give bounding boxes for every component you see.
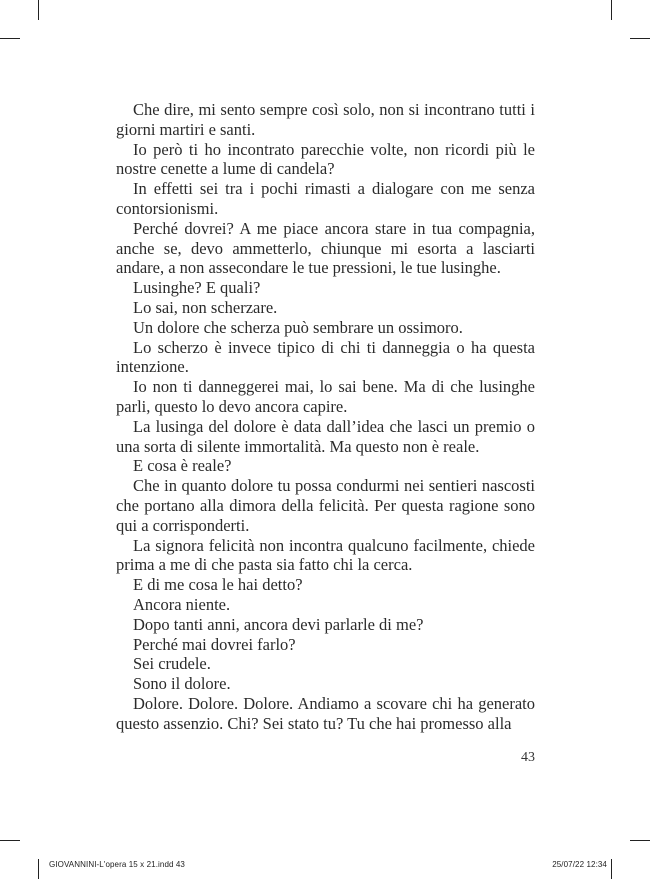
paragraph: Dolore. Dolore. Dolore. Andiamo a scovare chi ha generato questo assenzio. Chi? Sei stato tu? Tu che hai promesso alla — [116, 693, 535, 733]
paragraph: E di me cosa le hai detto? — [133, 575, 303, 595]
paragraph: Un dolore che scherza può sembrare un ossimoro. — [133, 317, 463, 337]
paragraph: Perché mai dovrei farlo? — [133, 634, 296, 654]
paragraph: Sono il dolore. — [133, 674, 231, 694]
paragraph: Sei crudele. — [133, 654, 211, 674]
crop-mark-top-left — [38, 0, 39, 20]
paragraph: Perché dovrei? A me piace ancora stare in tua compagnia, anche se, devo ammetterlo, chiunque mi esorta a lasciarti andare, a non assecondare le tue pressioni, le tue lusinghe. — [116, 218, 535, 278]
slug-filename: GIOVANNINI-L'opera 15 x 21.indd 43 — [49, 860, 185, 869]
paragraph: E cosa è reale? — [133, 456, 232, 476]
paragraph: Lo scherzo è invece tipico di chi ti danneggia o ha questa intenzione. — [116, 337, 535, 377]
slug-timestamp: 25/07/22 12:34 — [552, 860, 607, 869]
crop-mark-bottom-right-h — [630, 840, 650, 841]
paragraph: Lo sai, non scherzare. — [133, 297, 278, 317]
body-text — [116, 100, 535, 734]
paragraph: Io però ti ho incontrato parecchie volte, non ricordi più le nostre cenette a lume di candela? — [116, 139, 535, 179]
crop-mark-top-right-h — [630, 38, 650, 39]
paragraph: In effetti sei tra i pochi rimasti a dialogare con me senza contorsionismi. — [116, 179, 535, 218]
page-number: 43 — [521, 750, 535, 765]
paragraph: Io non ti danneggerei mai, lo sai bene. Ma di che lusinghe parli, questo lo devo ancora capire. — [116, 377, 535, 416]
paragraph: La signora felicità non incontra qualcuno facilmente, chiede prima a me di che pasta sia fatto chi la cerca. — [116, 535, 535, 575]
paragraph: Ancora niente. — [133, 594, 231, 614]
crop-mark-bottom-left-h — [0, 840, 20, 841]
crop-mark-bottom-right — [611, 859, 612, 879]
paragraph: La lusinga del dolore è data dall’idea che lasci un premio o una sorta di silente immortalità. Ma questo non è reale. — [116, 416, 535, 456]
crop-mark-top-left-h — [0, 38, 20, 39]
paragraph: Che dire, mi sento sempre così solo, non si incontrano tutti i giorni martiri e santi. — [116, 100, 535, 139]
paragraph: Che in quanto dolore tu possa condurmi nei sentieri nascosti che portano alla dimora della felicità. Per questa ragione sono qui a corrisponderti. — [116, 476, 535, 535]
paragraph: Lusinghe? E quali? — [133, 278, 261, 298]
crop-mark-bottom-left — [38, 859, 39, 879]
crop-mark-top-right — [611, 0, 612, 20]
paragraph: Dopo tanti anni, ancora devi parlarle di me? — [133, 614, 424, 634]
